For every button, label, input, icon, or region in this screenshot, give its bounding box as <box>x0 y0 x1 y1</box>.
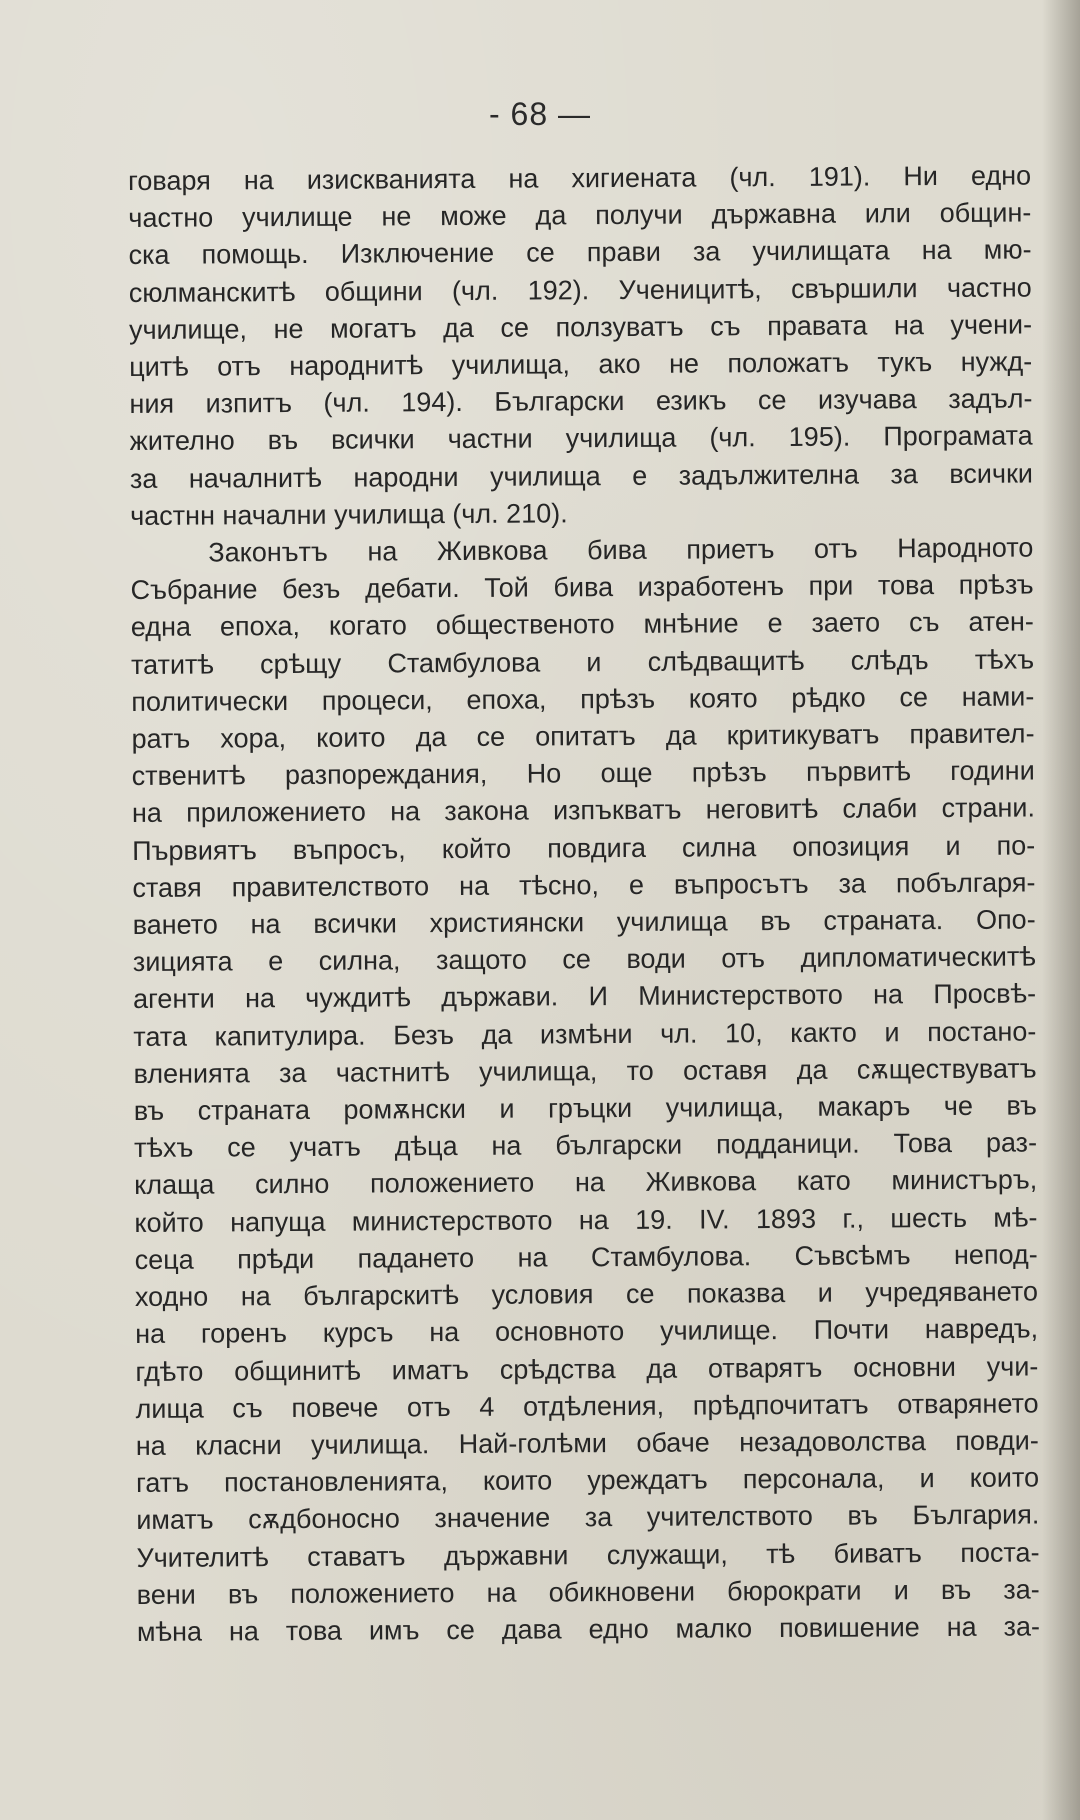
text-line: Първиятъ въпросъ, който повдига силна опозиция и по- <box>132 830 1036 866</box>
text-line: училище, не могатъ да се ползуватъ съ правата на учени- <box>128 309 1033 345</box>
text-line: сюлманскитѣ общини (чл. 192). Ученицитѣ, свършили частно <box>128 272 1032 308</box>
text-line: вени въ положението на обикновени бюрократи и въ за- <box>136 1574 1040 1610</box>
text-line: жително въ всички частни училища (чл. 195). Програмата <box>129 420 1033 457</box>
text-line: тѣхъ се учатъ дѣца на български подданици. Това раз- <box>133 1127 1038 1164</box>
page-edge-shadow <box>1042 0 1080 1820</box>
text-line: за началнитѣ народни училища е задължителна за всички <box>129 458 1034 494</box>
text-line: една епоха, когато общественото мнѣние е заето съ атен- <box>130 606 1034 643</box>
text-line: гдѣто общинитѣ иматъ срѣдства да отварятъ основни учи- <box>135 1350 1039 1387</box>
text-line: иматъ сѫдбоносно значение за учителството въ България. <box>136 1499 1040 1536</box>
text-line: лища съ повече отъ 4 отдѣления, прѣдпочитатъ отварянето <box>135 1388 1039 1424</box>
text-line: говаря на изискванията на хигиената (чл. 191). Ни едно <box>128 160 1032 196</box>
text-line: на приложението на закона изпъкватъ неговитѣ слаби страни. <box>131 792 1036 829</box>
text-line: Събрание безъ дебати. Той бива изработенъ при това прѣзъ <box>130 569 1034 606</box>
text-line: клаща силно положението на Живкова като министъръ, <box>134 1164 1038 1201</box>
text-line: който напуща министерството на 19. IV. 1893 г., шесть мѣ- <box>134 1202 1038 1238</box>
text-line: агенти на чуждитѣ държави. И Министерството на Просвѣ- <box>133 978 1037 1015</box>
text-line: ратъ хора, които да се опитатъ да критикуватъ правител- <box>131 718 1035 755</box>
text-line: политически процеси, епоха, прѣзъ която рѣдко се нами- <box>131 681 1035 717</box>
text-line: на горенъ курсъ на основното училище. Почти навредъ, <box>135 1313 1039 1350</box>
body-text <box>128 157 1040 1651</box>
text-line: мѣна на това имъ се дава едно малко повишение на за- <box>136 1611 1041 1647</box>
text-line: ска помощь. Изключение се прави за училищата на мю- <box>128 234 1032 271</box>
text-line: въ страната ромѫнски и гръцки училища, макаръ че въ <box>133 1090 1037 1127</box>
text-line: вленията за частнитѣ училища, то оставя да сѫществуватъ <box>133 1053 1037 1089</box>
text-line: гатъ постановленията, които уреждатъ персонала, и които <box>135 1462 1040 1499</box>
text-line: ването на всички християнски училища въ страната. Опо- <box>132 904 1036 941</box>
text-line: частно училище не може да получи държавна или общин- <box>128 197 1032 234</box>
text-line: ставя правителството на тѣсно, е въпросътъ за побългаря- <box>132 867 1036 903</box>
text-line: татитѣ срѣщу Стамбулова и слѣдващитѣ слѣдъ тѣхъ <box>130 644 1035 680</box>
text-line: тата капитулира. Безъ да измѣни чл. 10, както и постано- <box>133 1016 1037 1052</box>
text-line: ственитѣ разпореждания, Но още прѣзъ първитѣ години <box>131 755 1035 792</box>
page-number: - 68 — <box>488 96 592 132</box>
text-line: ходно на българскитѣ условия се показва и учредяването <box>134 1276 1039 1313</box>
text-line: на класни училища. Най-голѣми обаче незадоволства повди- <box>135 1425 1039 1461</box>
text-line: сеца прѣди падането на Стамбулова. Съвсѣмъ непод- <box>134 1239 1038 1275</box>
text-line: цитѣ отъ народнитѣ училища, ако не положатъ тукъ нужд- <box>129 346 1033 383</box>
text-line: Законътъ на Живкова бива приетъ отъ Народното <box>208 532 1034 568</box>
text-line: ния изпитъ (чл. 194). Български езикъ се изучава задъл- <box>129 383 1033 420</box>
text-line: зицията е силна, защото се води отъ дипломатическитѣ <box>132 941 1036 978</box>
text-line: частнн начални училища (чл. 210). <box>130 498 568 531</box>
text-line: Учителитѣ ставатъ държавни служащи, тѣ биватъ поста- <box>136 1536 1040 1573</box>
